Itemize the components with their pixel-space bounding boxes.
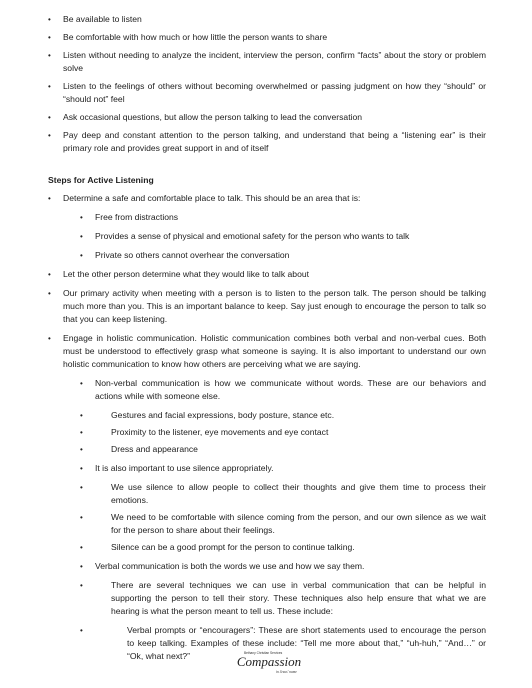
list-item (48, 192, 486, 262)
step-text: There are several techniques we can use in verbal communication that can be helpful in supporting the person to tell their story. These techniques also help ensure that what we are hearing is what the person meant to tell us. These include: (111, 580, 486, 616)
list-item: • Our primary activity when meeting with a person is to listen to the person talk. The person should be talking much more than you. This is an important balance to keep. Say just enough to encourage the person to talk so that you can keep listening. (48, 287, 486, 326)
list-item: • Dress and appearance (48, 443, 486, 456)
list-item (48, 332, 486, 663)
list-item: • Be available to listen (48, 13, 486, 26)
list-item: • Provides a sense of physical and emotional safety for the person who wants to talk (48, 230, 486, 243)
logo-small-text: Bethany Christian Services (244, 651, 283, 655)
step-text: Non-verbal communication is how we communicate without words. These are our behaviors and actions while with someone else. (95, 378, 486, 401)
step-text: It is also important to use silence appropriately. (95, 463, 274, 473)
list-item: • Listen without needing to analyze the incident, interview the person, confirm “facts” about the story or problem solve (48, 49, 486, 75)
list-item: • Be comfortable with how much or how little the person wants to share (48, 31, 486, 44)
list-item: • Proximity to the listener, eye movements and eye contact (48, 426, 486, 439)
list-item: • Pay deep and constant attention to the person talking, and understand that being a “listening ear” is their primary role and provides great support in and of itself (48, 129, 486, 155)
list-item: • Listen to the feelings of others without becoming overwhelmed or passing judgment on how they “should” or “should not” feel (48, 80, 486, 106)
compassion-logo (214, 646, 324, 676)
list-item: • Private so others cannot overhear the conversation (48, 249, 486, 262)
logo-tagline: in Jesus' name (276, 670, 297, 674)
list-item: • Free from distractions (48, 211, 486, 224)
step-text: Engage in holistic communication. Holistic communication combines both verbal and non-verbal cues. Both must be understood to effectively grasp what someone is saying. It is also important to understand our own holistic communication to know how others are perceiving what we are saying. (63, 333, 486, 369)
list-item: • Verbal prompts or “encouragers”: These are short statements used to encourage the person to keep talking. Examples of these include: “Tell me more about that,” “uh-huh,” “And…” or “Ok, what next?” (48, 624, 486, 663)
list-item: • We use silence to allow people to collect their thoughts and give them time to process their emotions. (48, 481, 486, 507)
list-item: • Ask occasional questions, but allow the person talking to lead the conversation (48, 111, 486, 124)
step-text: Verbal communication is both the words we use and how we say them. (95, 561, 365, 571)
logo-name: Compassion (236, 654, 302, 669)
section-heading: Steps for Active Listening (48, 175, 154, 185)
list-item: • Gestures and facial expressions, body posture, stance etc. (48, 409, 486, 422)
list-item (48, 462, 486, 554)
list-item: • Silence can be a good prompt for the person to continue talking. (48, 541, 486, 554)
intro-bullet-list (48, 13, 486, 160)
step-text: Determine a safe and comfortable place to talk. This should be an area that is: (63, 193, 361, 203)
list-item: • We need to be comfortable with silence coming from the person, and our own silence as we wait for the person to share about their feelings. (48, 511, 486, 537)
steps-list (48, 192, 486, 669)
list-item (48, 377, 486, 456)
list-item: • Let the other person determine what they would like to talk about (48, 268, 486, 281)
